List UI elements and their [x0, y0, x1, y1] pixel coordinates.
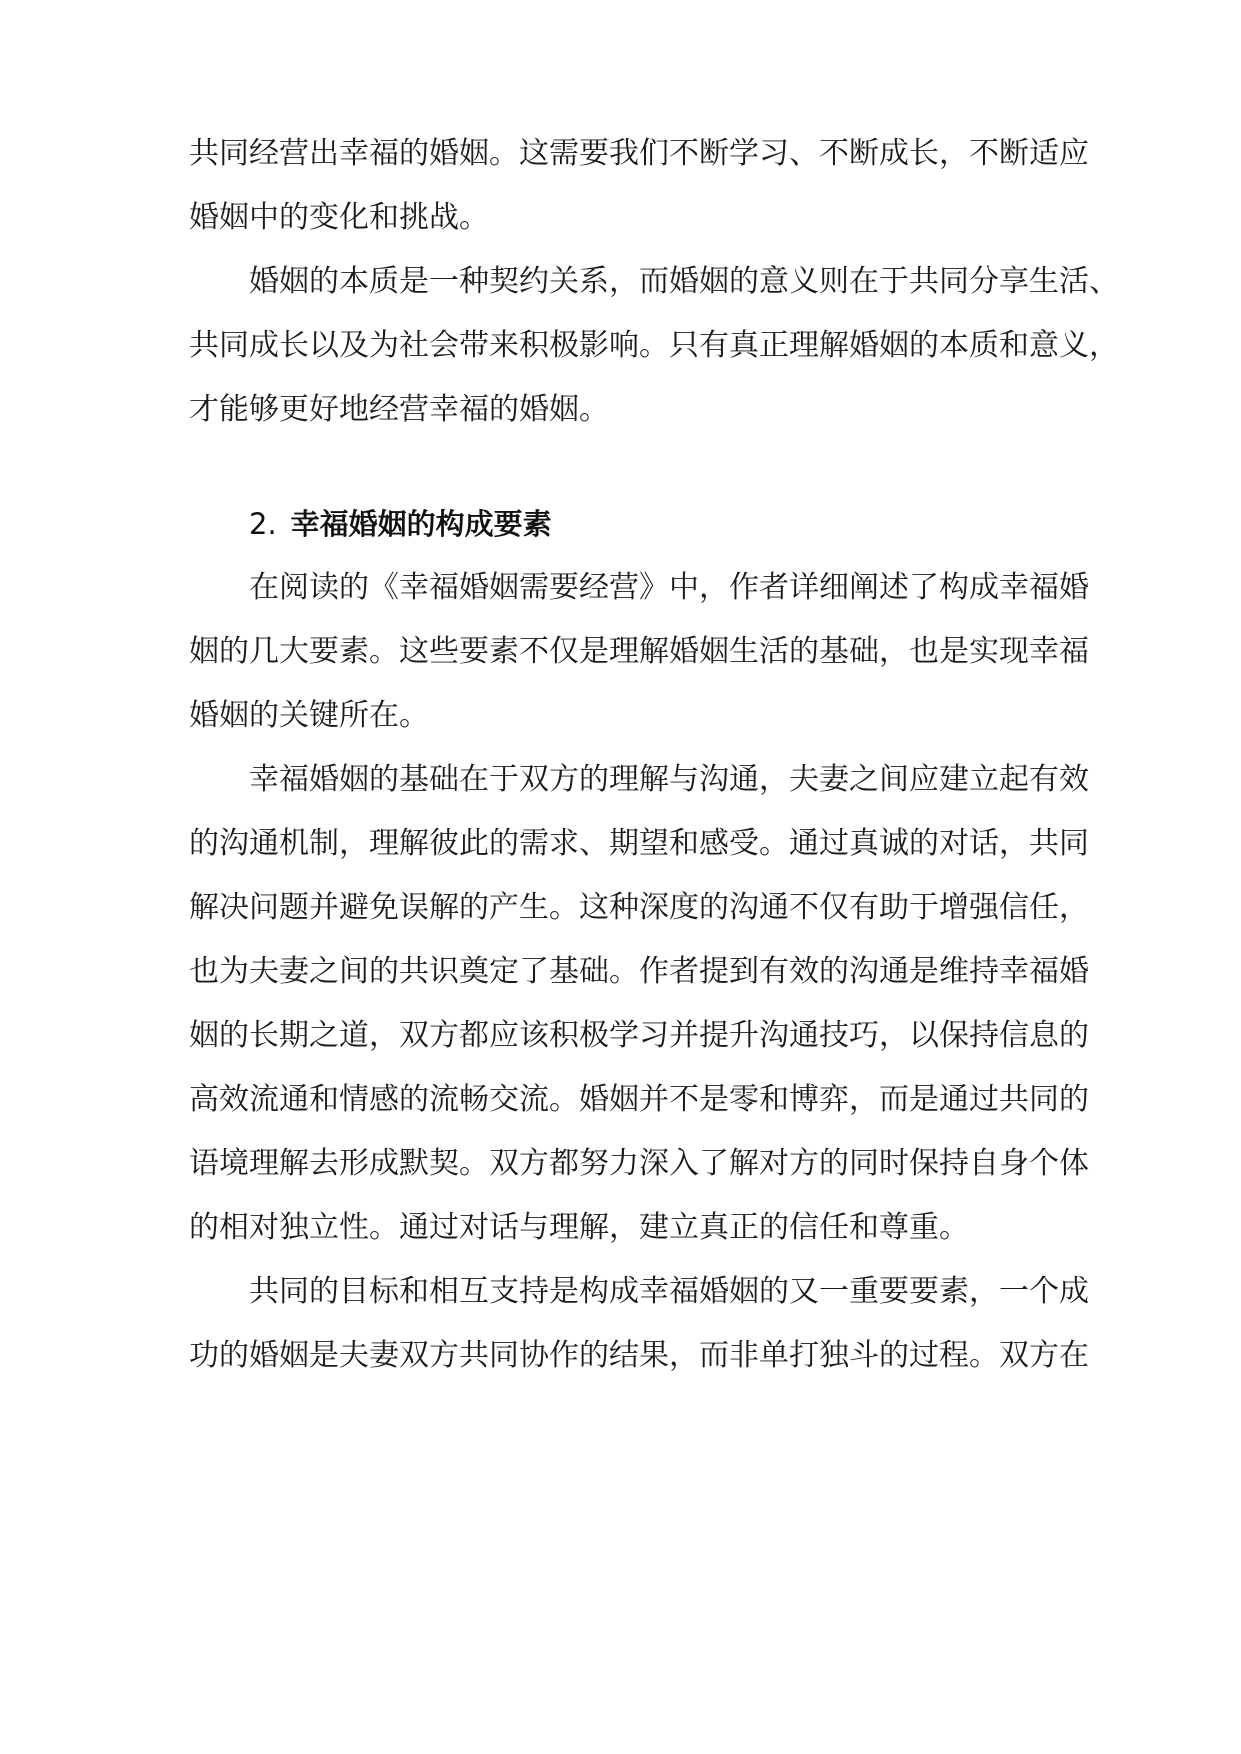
section-heading-title: 幸福婚姻的构成要素: [290, 507, 552, 541]
section-paragraph-2-line-4: 也为夫妻之间的共识奠定了基础。作者提到有效的沟通是维持幸福婚: [189, 954, 1089, 989]
intro-paragraph-1-line-2: 婚姻中的变化和挑战。: [189, 200, 489, 235]
section-paragraph-2-line-7: 语境理解去形成默契。双方都努力深入了解对方的同时保持自身个体: [189, 1146, 1089, 1181]
section-heading-number: 2.: [249, 507, 277, 541]
section-paragraph-2-line-2: 的沟通机制，理解彼此的需求、期望和感受。通过真诚的对话，共同: [189, 826, 1089, 861]
section-paragraph-2-line-5: 姻的长期之道，双方都应该积极学习并提升沟通技巧，以保持信息的: [189, 1018, 1089, 1053]
section-paragraph-2-line-1: 幸福婚姻的基础在于双方的理解与沟通，夫妻之间应建立起有效: [249, 762, 1089, 797]
section-paragraph-2-line-3: 解决问题并避免误解的产生。这种深度的沟通不仅有助于增强信任，: [189, 890, 1089, 925]
section-paragraph-3-line-2: 功的婚姻是夫妻双方共同协作的结果，而非单打独斗的过程。双方在: [189, 1338, 1089, 1373]
section-paragraph-3-line-1: 共同的目标和相互支持是构成幸福婚姻的又一重要要素，一个成: [249, 1274, 1089, 1309]
section-paragraph-1-line-1: 在阅读的《幸福婚姻需要经营》中，作者详细阐述了构成幸福婚: [249, 570, 1089, 605]
section-paragraph-1-line-3: 婚姻的关键所在。: [189, 698, 429, 733]
section-paragraph-1-line-2: 姻的几大要素。这些要素不仅是理解婚姻生活的基础，也是实现幸福: [189, 634, 1089, 669]
section-paragraph-2-line-8: 的相对独立性。通过对话与理解，建立真正的信任和尊重。: [189, 1210, 969, 1245]
intro-paragraph-2-line-1: 婚姻的本质是一种契约关系，而婚姻的意义则在于共同分享生活、: [249, 264, 1119, 299]
intro-paragraph-1-line-1: 共同经营出幸福的婚姻。这需要我们不断学习、不断成长，不断适应: [189, 136, 1089, 171]
section-paragraph-2-line-6: 高效流通和情感的流畅交流。婚姻并不是零和博弈，而是通过共同的: [189, 1082, 1089, 1117]
intro-paragraph-2-line-3: 才能够更好地经营幸福的婚姻。: [189, 392, 609, 427]
section-heading: [249, 504, 552, 544]
intro-paragraph-2-line-2: 共同成长以及为社会带来积极影响。只有真正理解婚姻的本质和意义，: [189, 328, 1119, 363]
